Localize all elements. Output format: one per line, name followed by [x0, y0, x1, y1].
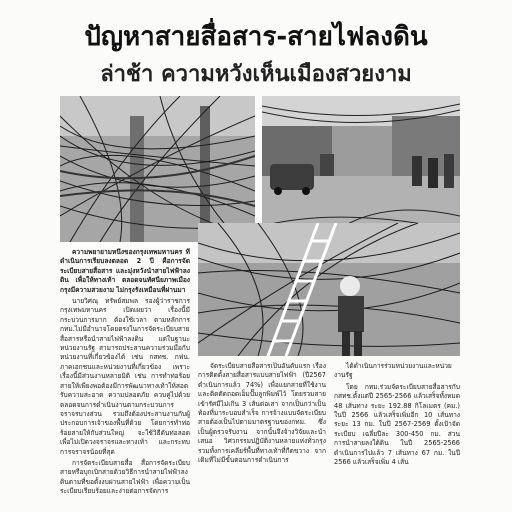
photo-worker-on-pole — [198, 223, 460, 356]
article-column-left — [60, 248, 190, 510]
article-paragraph: โดย กทม.ร่วมจัดระเบียบสายสื่อสารกับ กสทช.ตั้งแต่ปี 2565-2566 แล้วเสร็จทั้งหมด 48 เส้นทาง ระยะ 192.88 กิโลเมตร (คม.) ในปี 2566 แล้วเสร็จเพิ่มอีก 10 เส้นทาง ระยะ 13 กม. ในปี 2567-2569 ตั้งเป้าจัดระเบียบ เฉลี่ยปีละ 300-450 กม. ส่วนการนำสายลงใต้ดิน ในปี 2565-2566 ดำเนินการไปแล้ว 7 เส้นทาง 67 กม. ในปี 2566 แล้วเสร็จเพิ่ม 4 เส้น — [334, 382, 460, 467]
photo-tangled-wires — [60, 96, 255, 242]
article-paragraph: จัดระเบียบสายสื่อสารเป็นอันดับแรก เรื่องการติดตั้งสายสื่อสารแบบสายไฟฟ้า (ปี2567 ดำเนินการแล้ว 74%) เพื่อแยกสายที่ใช้งานและติดตัดถอดเอ็มปั๊มลูกพิมพ์ไว้ โดยรวมสายเข้ารัศมีไม่เกิน 3 เส้นต่อเสา จากเป็นกว่าเป็นท้องที่มาระบอบสำเร็จ การจ้างแบบจัดระเบียบสายต้องเป็นไปตามมาตรฐานของกทม. ซึ่งเป็นผู้ตรวจรับงาน จากนั้นจึงจ้างวิจัยและนำเสนอ วิศวกรรมปฏิบัติงานหลายแห่งทั่วกรุง รวมทั้งการเคลียร์พื้นที่ทางเท้าที่กีดขวาง จากเดิมที่ไม่มีขั้นตอนการดำเนินการ — [198, 362, 326, 465]
article-column-middle — [198, 362, 326, 510]
article-paragraph: ความพยายามหนึ่งของกรุงเทพมหานคร ที่ดำเนินการเรียบลงตลอด 2 ปี คือการจัดระเบียบสายสื่อสาร และมุ่งหวังนำสายไฟฟ้าลงดิน เพื่อให้ทางเท้า ตลอดจนทัศนียภาพเมืองกรุงมีความสวยงาม ไม่กรุงรังเหมือนที่ผ่านมา — [60, 248, 190, 294]
article-column-right — [334, 362, 460, 510]
article-paragraph: ได้ดำเนินการร่วมหน่วยงานและหน่วยงานรัฐ — [334, 362, 452, 380]
photo-street-traffic — [262, 96, 460, 242]
worker-pole-illustration — [198, 223, 460, 356]
tangled-wires-illustration — [60, 96, 255, 242]
headline-line-2: ล่าช้า ความหวังเห็นเมืองสวยงาม — [100, 62, 412, 87]
article-paragraph: นายวิศณุ ทรัพย์สมพล รองผู้ว่าราชการกรุงเทพมหานคร เปิดเผยว่า เรื่องนี้มีกระบวนการมาก ต้องใช้เวลา ตามหลักการ กทม.ไม่มีอำนาจโดยตรงในการจัดระเบียบสายสื่อสารหรือนำสายไฟฟ้าลงดิน แต่ในฐานะหน่วยงานรัฐ สามารถประสานความร่วมมือกับหน่วยงานที่เกี่ยวข้องได้ เช่น กสทช. กฟน. ภาคเอกชนและหน่วยงานที่เกี่ยวข้อง เพราะเรื่องนี้มีส่วนงานหลายมิติ เช่น การทำท่อร้อยสายให้เพียงพอต้องมีการพัฒนาทางเท้าให้สอดรับความสะอาด ความปลอดภัย ควบคู่ไปด้วย ตลอดจนการดำเนินงานตามกระบวนการจราจรบางส่วน รวมถึงต้องประสานงานกับผู้ประกอบการเจ้าของพื้นที่ด้วย โดยการทำท่อร้อยสายให้กับส่วนใหญ่ จะใช้วิธีดันท่อลอด เพื่อไม่เปิดวงจราจรและทางเท้า และกระทบการจราจรน้อยที่สุด — [60, 297, 190, 456]
article-paragraph: การจัดระเบียบสายสื่อ สื่อการจัดระเบียบสายหรือบุกเบิกสายด้วยวิธีการนำสายไฟฟ้าลงดินตามที่ขอตั้งงบผ่านสายไฟฟ้า เพื่อความเป็นระเบียบเรียบร้อยและง่ายต่อการจัดการ — [60, 458, 190, 496]
headline-line-1: ปัญหาสายสื่อสาร-สายไฟลงดิน — [84, 22, 428, 52]
street-scene-illustration — [262, 96, 460, 242]
